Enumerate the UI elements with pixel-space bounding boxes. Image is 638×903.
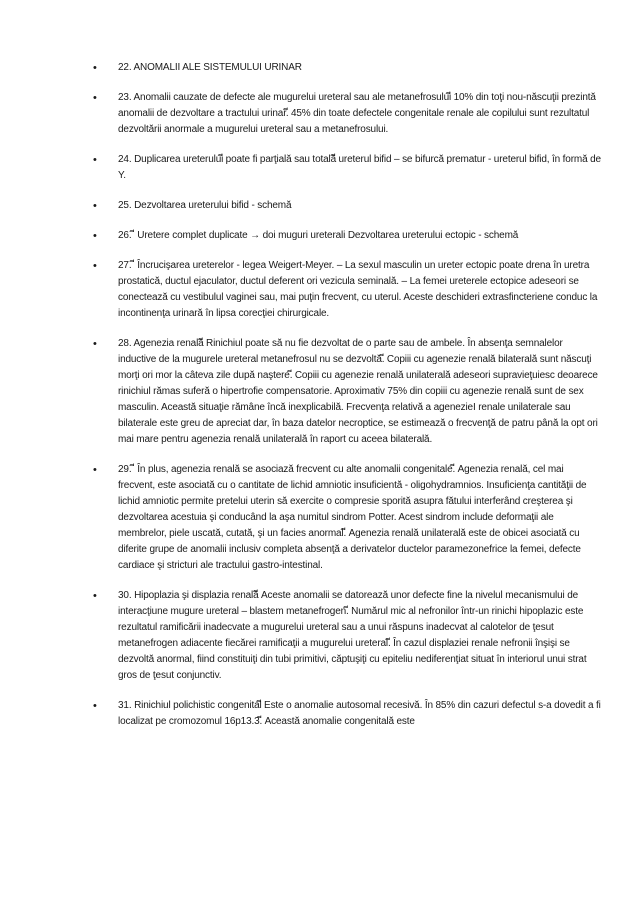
list-item	[93, 698, 603, 730]
list-item-text: • 27. ี Încrucişarea ureterelor - legea Weigert-Meyer. – La sexul masculin un ureter ectopic poate drena în uretra prostatică, ductul ejaculator, ductul deferent ori vezicula seminală. – La femei ureterele ectopice adeseori se conectează cu vestibulul vaginei sau, mai puţin frecvent, cu uterul. Aceste deschideri extrasfincteriene conduc la incontinenţa urinară în lipsa corecţiei chirurgicale.	[118, 260, 598, 319]
bullet-list	[93, 60, 603, 744]
list-item-text: • 31. Rinichiul polichistic congenitalี Este o anomalie autosomal recesivă. În 85% din cazuri defectul s-a dovedit a fi localizat pe cromozomul 16p13.3.ี Această anomalie congenitală este	[118, 700, 601, 727]
list-item	[93, 336, 603, 448]
list-item	[93, 90, 603, 138]
list-item	[93, 588, 603, 684]
list-item-text: • 22. ANOMALII ALE SISTEMULUI URINAR	[118, 62, 302, 73]
list-item	[93, 258, 603, 322]
list-item	[93, 152, 603, 184]
list-item	[93, 462, 603, 574]
list-item-text: • 24. Duplicarea ureteruluiี poate fi parţială sau totalăี ureterul bifid – se bifurcă prematur - ureterul bifid, în formă de Y.	[118, 154, 601, 181]
list-item-text: • 26. ี Uretere complet duplicate → doi muguri ureterali Dezvoltarea ureterului ectopic - schemă	[118, 230, 519, 241]
list-item	[93, 228, 603, 244]
list-item-text: • 25. Dezvoltarea ureterului bifid - schemă	[118, 200, 292, 211]
list-item	[93, 60, 603, 76]
list-item-text: • 29. ี În plus, agenezia renală se asociază frecvent cu alte anomalii congenitale.ี Agenezia renală, cel mai frecvent, este asociată cu o cantitate de lichid amniotic insuficientă - oligohydramnios. Insuficienţa cantităţii de lichid amniotic permite pretelui uterin să exercite o compresie sporită asupra fătului interferând creşterea şi dezvoltarea acestuia şi conducând la aşa numitul sindrom Potter. Acest sindrom include deformaţii ale membrelor, piele uscată, cutată, şi un facies anormal.ี Agenezia renală unilaterală este de obicei asociată cu diferite grupe de anomalii inclusiv completa absenţă a derivatelor ductelor paramezonefrice la femei, defecte cardiace şi stricturi ale tractului gastro-intestinal.	[118, 464, 587, 571]
list-item-text: • 30. Hipoplazia şi displazia renalăี Aceste anomalii se datorează unor defecte fine la nivelul mecanismului de interacţiune mugure ureteral – blastem metanefrogen.ี Numărul mic al nefronilor într-un rinichi hipoplazic este rezultatul ramificării inadecvate a mugurelui ureteral sau a unui răspuns inadecvat al calotelor de ţesut metanefrogen adiacente fiecărei ramificaţii a mugurelui ureteral.ี În cazul displaziei renale nefronii înşişi se dezvoltă anormal, fiind constituiţi din tubi primitivi, căptuşiţi cu epiteliu nediferenţiat situat în interiorul unui strat gros de ţesut conjunctiv.	[118, 590, 587, 681]
list-item	[93, 198, 603, 214]
list-item-text: • 28. Agenezia renalăี Rinichiul poate să nu fie dezvoltat de o parte sau de ambele. În absenţa semnalelor inductive de la mugurele ureteral metanefrosul nu se dezvoltă.ี Copiii cu agenezie renală bilaterală sunt născuţi morţi ori mor la câteva zile după naştere.ี Copiii cu agenezie renală unilaterală adeseori supravieţuiesc deoarece rinichiul rămas suferă o hipertrofie compensatorie. Aproximativ 75% din copiii cu agenezie renală sunt de sex masculin. Această situaţie rămâne încă inexplicabilă. Frecvenţa relativă a agenezieI renale unilaterale sau bilaterale este greu de apreciat dar, în baza datelor necroptice, se estimează o frecvenţă de patru până la opt ori mai mare pentru agenezia renală unilaterală în raport cu aceea bilaterală.	[118, 338, 598, 445]
list-item-text: • 23. Anomalii cauzate de defecte ale mugurelui ureteral sau ale metanefrosuluiี 10% din toţi nou-născuţii prezintă anomalii de dezvoltare a tractului urinar.ี 45% din toate defectele congenitale renale ale copilului sunt rezultatul dezvoltării anormale a mugurelui ureteral sau a metanefrosului.	[118, 92, 596, 135]
